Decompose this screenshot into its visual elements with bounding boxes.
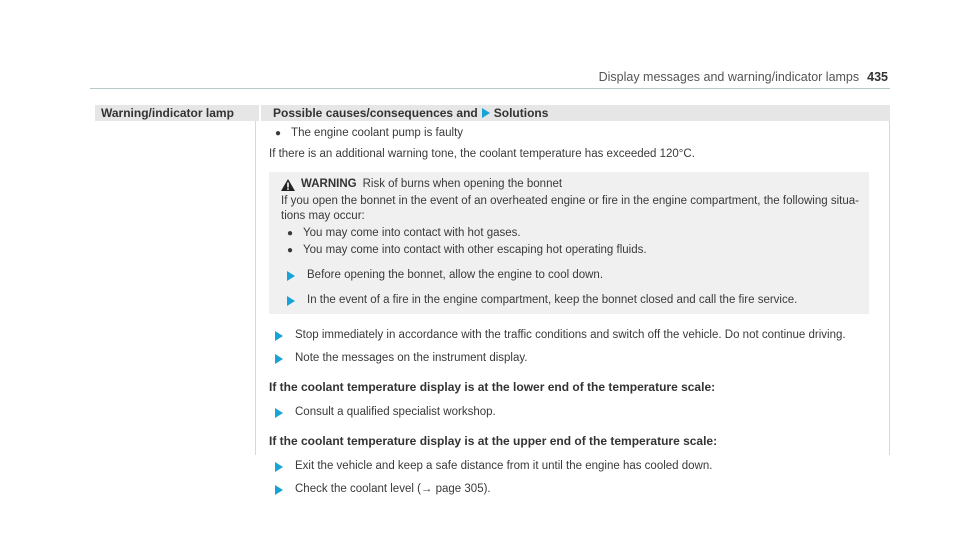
warning-label: WARNING	[301, 178, 357, 190]
action-step	[269, 482, 869, 497]
bullet-dot-icon: ●	[287, 228, 294, 239]
table-header	[95, 105, 890, 121]
warning-title: Risk of burns when opening the bonnet	[362, 178, 563, 190]
col1-header: Warning/indicator lamp	[95, 105, 261, 121]
cause-text: The engine coolant pump is faulty	[291, 127, 464, 139]
warning-step-text: In the event of a fire in the engine compartment, keep the bonnet closed and call the fire service.	[307, 294, 798, 306]
header-text	[599, 70, 888, 84]
temperature-note: If there is an additional warning tone, the coolant temperature has exceeded 120°C.	[269, 148, 695, 160]
warning-bullet	[281, 226, 859, 241]
action-step-text: Stop immediately in accordance with the traffic conditions and switch off the vehicle. Do not continue driving.	[295, 329, 846, 341]
info-table	[95, 105, 890, 495]
page-number: 435	[867, 70, 888, 84]
step-arrow-icon	[275, 354, 283, 364]
col-divider-right	[889, 121, 890, 455]
bullet-dot-icon: ●	[287, 245, 294, 256]
warning-box	[269, 172, 869, 314]
action-step	[269, 328, 869, 343]
solutions-arrow-icon	[482, 108, 490, 118]
warning-intro: If you open the bonnet in the event of an overheated engine or fire in the engine compartment, the following situa-tions may occur:	[281, 195, 859, 222]
action-step	[269, 405, 869, 420]
col2-header	[261, 105, 890, 121]
col-divider-left	[255, 121, 256, 455]
table-body	[95, 121, 890, 495]
warning-triangle-icon	[281, 179, 295, 191]
step-arrow-icon	[287, 296, 295, 306]
upper-end-heading: If the coolant temperature display is at the upper end of the temperature scale:	[269, 434, 718, 448]
step-arrow-icon	[275, 462, 283, 472]
warning-step	[281, 268, 859, 283]
warning-step	[281, 293, 859, 308]
action-step	[269, 459, 869, 474]
step-arrow-icon	[275, 408, 283, 418]
step-arrow-icon	[287, 271, 295, 281]
col2-header-post: Solutions	[493, 106, 549, 120]
warning-bullet-text: You may come into contact with other escaping hot operating fluids.	[303, 244, 647, 256]
step-arrow-icon	[275, 331, 283, 341]
solutions-content	[269, 126, 869, 497]
action-step-text: Consult a qualified specialist workshop.	[295, 406, 496, 418]
col2-header-pre: Possible causes/consequences and	[273, 106, 478, 120]
coolant-level-link[interactable]: Check the coolant level (→ page 305).	[295, 483, 491, 495]
action-step-text: Exit the vehicle and keep a safe distance from it until the engine has cooled down.	[295, 460, 713, 472]
warning-header	[281, 177, 859, 192]
warning-bullet-text: You may come into contact with hot gases.	[303, 227, 521, 239]
cause-bullet	[269, 126, 869, 141]
bullet-dot-icon: ●	[275, 128, 282, 139]
lower-end-heading: If the coolant temperature display is at the lower end of the temperature scale:	[269, 380, 716, 394]
header-divider	[90, 88, 890, 89]
step-arrow-icon	[275, 485, 283, 495]
header-title: Display messages and warning/indicator lamps	[598, 70, 860, 84]
action-step	[269, 351, 869, 366]
warning-bullet	[281, 243, 859, 258]
action-step-text: Note the messages on the instrument display.	[295, 352, 528, 364]
warning-step-text: Before opening the bonnet, allow the engine to cool down.	[307, 269, 604, 281]
